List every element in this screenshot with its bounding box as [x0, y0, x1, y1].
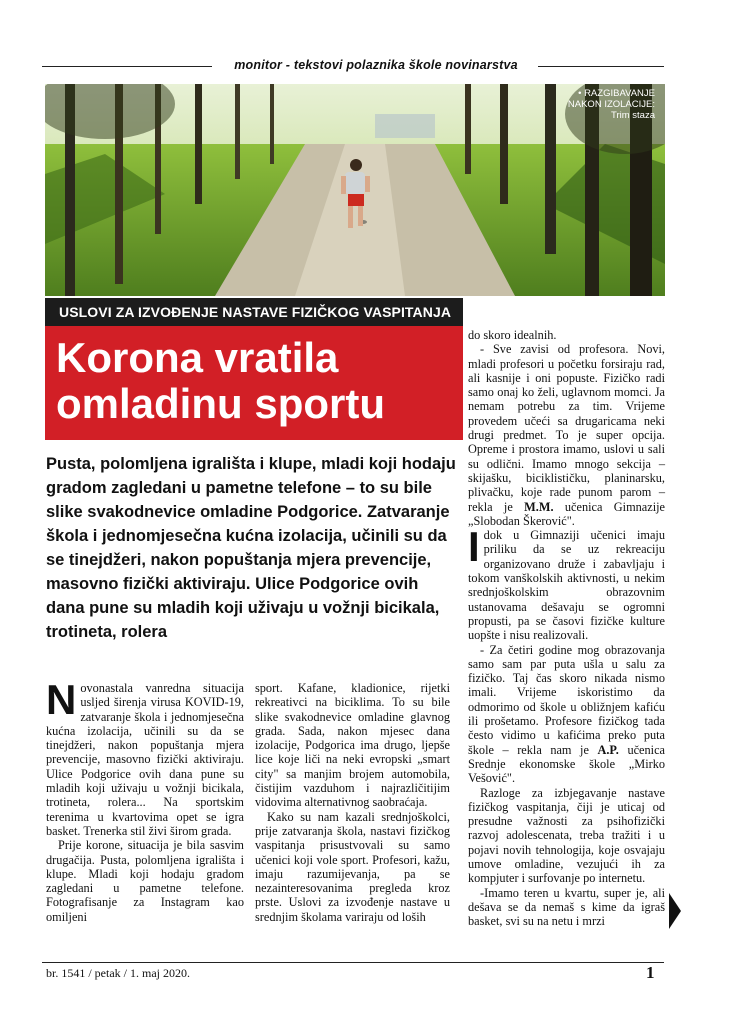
caption-line-2: NAKON IZOLACIJE: — [567, 99, 655, 110]
column-3 — [468, 328, 665, 928]
footer-rule — [42, 962, 664, 963]
quote-text: - Za četiri godine mog obrazovanja samo sam par puta ušla u salu za fizičko. Taj čas skoro nikada nismo imali. Vrijeme iskoristimo da odmorimo od škole u obližnjem kafiću ili prošetamo. Profesore fizičkog tada često vidimo u kafićima preko puta škole – rekla nam je — [468, 642, 665, 757]
quote-paragraph — [468, 342, 665, 528]
quote-paragraph — [468, 643, 665, 786]
continue-arrow-icon — [669, 893, 681, 929]
drop-cap: N — [46, 676, 77, 723]
source-name: M.M. — [524, 499, 554, 514]
caption-line-3: Trim staza — [611, 110, 655, 121]
lead-paragraph: Pusta, polomljena igrališta i klupe, mladi koji hodaju gradom zagledani u pametne telefone – to su bile slike svakodnevice omladine Podgorice. Zatvaranje škola i jednomjesečna kućna izolacija, učinili su da se tinejdžeri, nakon popuštanja mjera prevencije, masovno fizički aktiviraju. Ulice Podgorice ovih dana pune su mladih koji uživaju u vožnji bicikala, trotineta, rolera — [46, 455, 456, 641]
body-paragraph: sport. Kafane, kladionice, rijetki rekreativci na biciklima. To su bile slike svakodnevice omladine glavnog grada. Sada, nakon mjesec dana izolacije, Podgorica ima drugo, ljepše lice koje liči na neki evropski „smart city" sa manjim brojem automobila, čistijim vazduhom i najrazličitijim vidovima alternativnog saobraćaja. — [255, 681, 450, 810]
photo-caption — [515, 88, 655, 121]
page-number: 1 — [646, 963, 655, 982]
section-header: monitor - tekstovi polaznika škole novinarstva — [234, 58, 518, 72]
body-paragraph: Razloge za izbjegavanje nastave fizičkog vaspitanja, čiji je uticaj od presudne važnosti za psihofizički razvoj adolescenata, treba tražiti i u pojavi novih tehnologija, koje osvajaju umove omladine, vezujući ih za kompjuter i surfovanje po internetu. — [468, 785, 665, 886]
quote-text: učenica Srednje ekonomske škole „Mirko Vešović". — [468, 742, 665, 786]
body-paragraph: ovonastala vanredna situacija usljed širenja virusa KOVID-19, zatvaranje škola i jednomjesečna kućna izolacija, učinili su da se tinejdžeri, nakon popuštanja mjera prevencije, masovno fizički aktiviraju. Ulice Podgorice ovih dana pune su mladih koji uživaju u vožnji bicikala, trotineta, rolera... Na sportskim terenima u kvartovima opet se igra basket. Trenerka stil živi širom grada. — [46, 681, 244, 838]
quote-text: učenica Gimnazije „Slobodan Škerović". — [468, 499, 665, 528]
source-name: A.P. — [597, 742, 619, 757]
drop-cap: I — [468, 523, 480, 571]
headline-line-1: Korona vratila — [56, 334, 339, 381]
column-1 — [46, 676, 244, 924]
body-paragraph: Kako su nam kazali srednjoškolci, prije zatvaranja škola, nastavi fizičkog vaspitanja prisustvovali su samo učenici koji vole sport. Profesori, kažu, imaju razumijevanja, pa se nezainteresovanima pregleda kroz prste. Uslovi za izvođenje nastave u srednjim školama variraju od loših — [255, 809, 450, 924]
issue-info: br. 1541 / petak / 1. maj 2020. — [46, 966, 190, 980]
quote-text: - Sve zavisi od profesora. Novi, mladi profesori u početku forsiraju rad, ali kasnije i oni popuste. Fizičko radi samo onaj ko želi, uglavnom momci. Ja nemam potrebu za tim. Vrijeme provedem učeći sa drugaricama neki drugi predmet. To je super opcija. Opreme i prostora imamo, uslovi u sali su odlični. Imamo mnogo sekcija – skijašku, biciklističku, planinarsku, plivačku, koje rade punom parom – rekla je — [468, 342, 665, 514]
headline — [56, 335, 456, 427]
column-2 — [255, 681, 450, 924]
headline-line-2: omladinu sportu — [56, 380, 385, 427]
body-paragraph: dok u Gimnaziji učenici imaju priliku da se uz rekreaciju organizovano druže i zabavljaju i tokom vanškolskih aktivnosti, u nekim srednjoškolskim obrazovnim ustanovama dešavaju se ogromni propusti, pa se časovi fizičke kulture uopšte i nisu realizovali. — [468, 528, 665, 643]
body-paragraph: do skoro idealnih. — [468, 328, 557, 342]
kicker-bar — [45, 298, 463, 326]
body-paragraph: Prije korone, situacija je bila sasvim drugačija. Pusta, polomljena igrališta i klupe. Mladi koji hodaju gradom zagledani u pametne telefone. Fotografisanje za Instagram kao omiljeni — [46, 838, 244, 924]
caption-line-1: • RAZGIBAVANJE — [578, 88, 655, 99]
kicker-text: USLOVI ZA IZVOĐENJE NASTAVE FIZIČKOG VASPITANJA — [59, 304, 452, 320]
body-paragraph: -Imamo teren u kvartu, super je, ali dešava se da nemaš s kime da igraš basket, svi su na netu i mrzi — [468, 885, 665, 929]
